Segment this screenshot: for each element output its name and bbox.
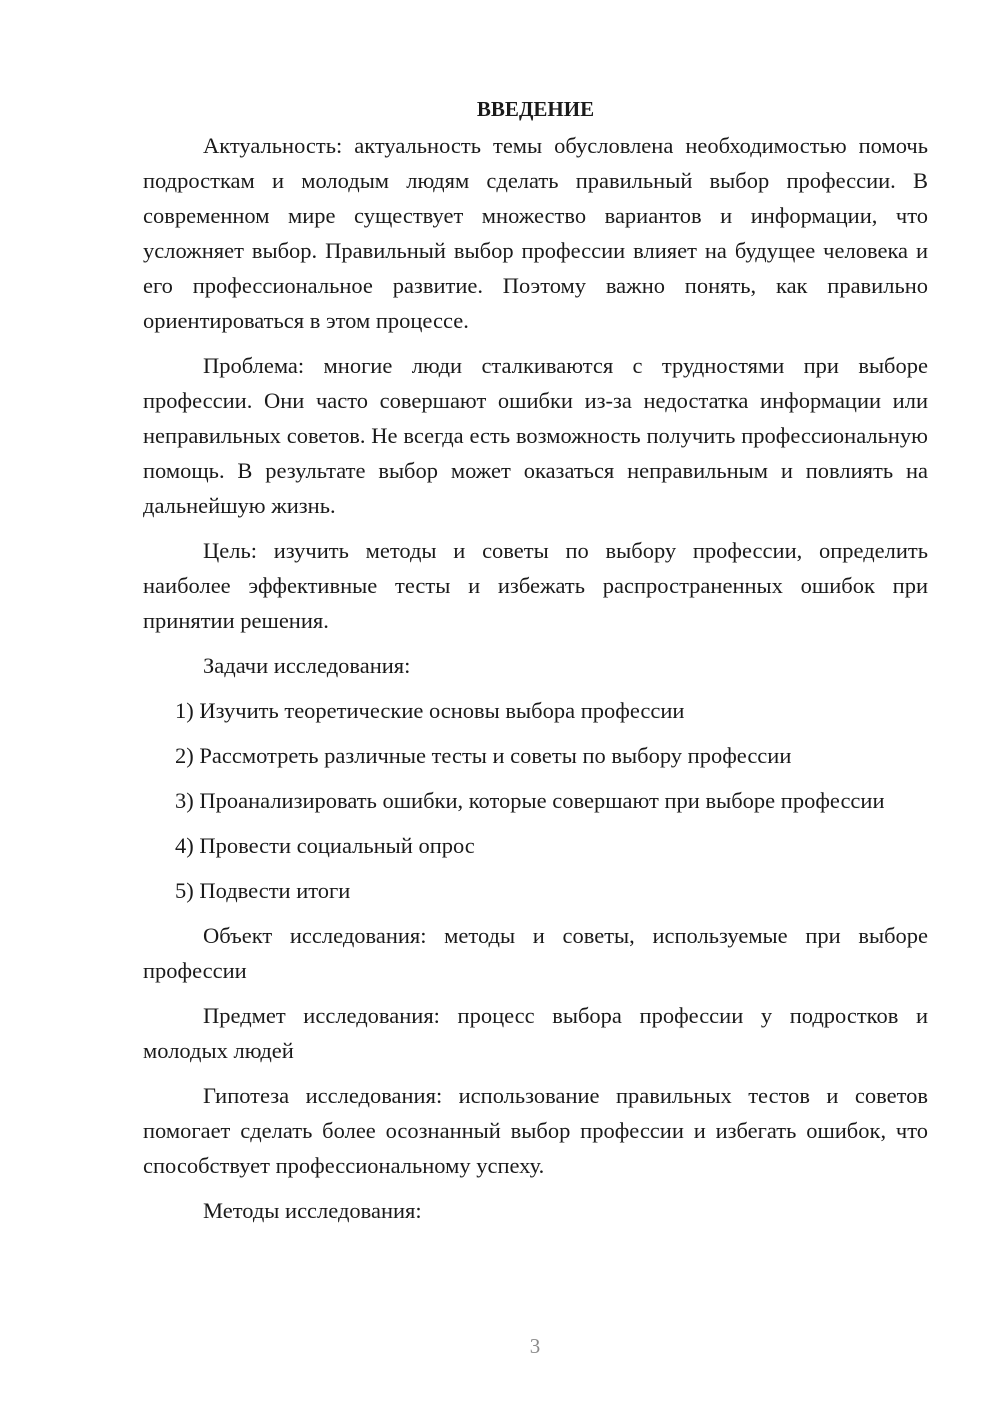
paragraph-relevance: Актуальность: актуальность темы обусловлена необходимостью помочь подросткам и молодым людям сделать правильный выбор профессии. В современном мире существует множество вариантов и информации, что усложняет выбор. Правильный выбор профессии влияет на будущее человека и его профессиональное развитие. Поэтому важно понять, как правильно ориентироваться в этом процессе.: [143, 133, 928, 333]
paragraph-goal: Цель: изучить методы и советы по выбору профессии, определить наиболее эффективные тесты и избежать распространенных ошибок при принятии решения.: [143, 538, 928, 633]
task-item: 2) Рассмотреть различные тесты и советы по выбору профессии: [175, 743, 792, 768]
page-number: 3: [529, 1334, 541, 1358]
task-item: 1) Изучить теоретические основы выбора профессии: [175, 698, 685, 723]
document-page: [143, 92, 928, 1238]
task-item: 3) Проанализировать ошибки, которые совершают при выборе профессии: [175, 788, 885, 813]
paragraph-object: Объект исследования: методы и советы, используемые при выборе профессии: [143, 923, 928, 983]
tasks-list: [143, 693, 928, 908]
paragraph-methods-title: Методы исследования:: [203, 1198, 422, 1223]
task-item: 5) Подвести итоги: [175, 878, 351, 903]
paragraph-hypothesis: Гипотеза исследования: использование правильных тестов и советов помогает сделать более осознанный выбор профессии и избегать ошибок, что способствует профессиональному успеху.: [143, 1083, 928, 1178]
section-heading: ВВЕДЕНИЕ: [476, 97, 595, 121]
task-item: 4) Провести социальный опрос: [175, 833, 475, 858]
paragraph-problem: Проблема: многие люди сталкиваются с трудностями при выборе профессии. Они часто совершают ошибки из-за недостатка информации или неправильных советов. Не всегда есть возможность получить профессиональную помощь. В результате выбор может оказаться неправильным и повлиять на дальнейшую жизнь.: [143, 353, 928, 518]
paragraph-subject: Предмет исследования: процесс выбора профессии у подростков и молодых людей: [143, 1003, 928, 1063]
paragraph-tasks-title: Задачи исследования:: [203, 653, 411, 678]
